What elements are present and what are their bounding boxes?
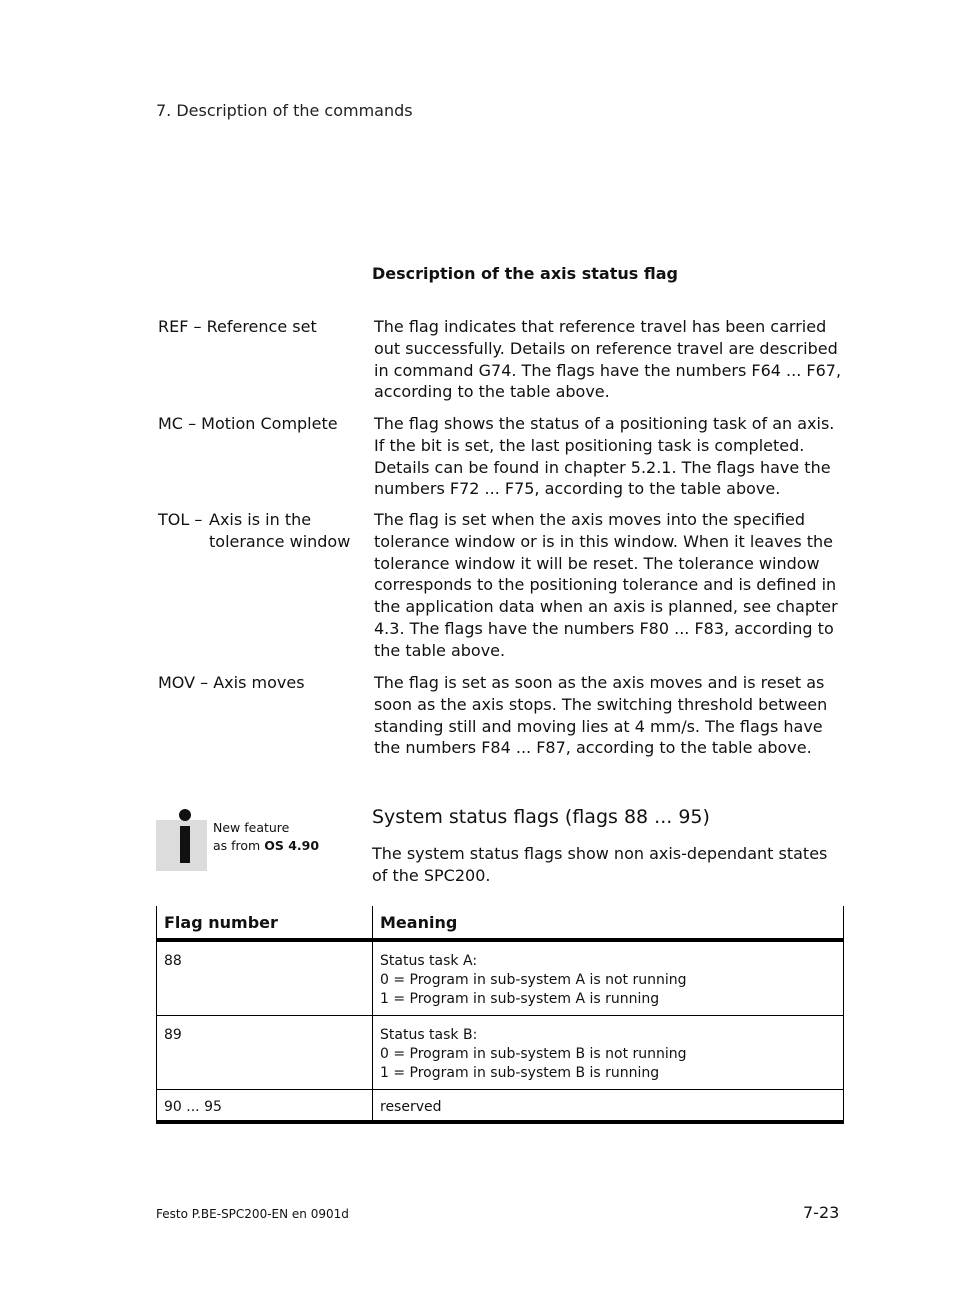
definition-mc: The flag shows the status of a positioning task of an axis. If the bit is set, the last positioning task is completed. Details can be found in chapter 5.2.1. The flags have the numbers F72 ... F75, according to the table above. (374, 414, 835, 499)
system-status-intro: The system status flags show non axis-dependant states of the SPC200. (372, 844, 828, 885)
table-row (157, 1016, 844, 1090)
term-mov: MOV – Axis moves (158, 673, 305, 692)
term-tol (158, 509, 358, 553)
meaning-line: reserved (380, 1099, 442, 1115)
flag-cell: 90 ... 95 (157, 1090, 373, 1123)
table-row (157, 1090, 844, 1123)
table-row (157, 940, 844, 1016)
definition-ref: The flag indicates that reference travel has been carried out successfully. Details on reference travel are described in command G74. The flags have the numbers F64 ... F67, according to the table above. (374, 317, 842, 402)
footer-doc-id: Festo P.BE-SPC200-EN en 0901d (156, 1207, 349, 1221)
term-ref: REF – Reference set (158, 317, 317, 336)
note-version: OS 4.90 (264, 837, 320, 853)
definition-tol: The flag is set when the axis moves into the specified tolerance window or is in this window. When it leaves the tolerance window it will be reset. The tolerance window corresponds to the positioning tolerance and is defined in the application data when an axis is planned, see chapter 4.3. The flags have the numbers F80 ... F83, according to the table above. (374, 510, 838, 660)
term-mc: MC – Motion Complete (158, 414, 338, 433)
meaning-line: Status task B: (380, 1027, 478, 1043)
meaning-line: Status task A: (380, 953, 478, 969)
note-line1: New feature (213, 820, 290, 835)
meaning-cell (373, 1016, 844, 1090)
meaning-cell (373, 1090, 844, 1123)
meaning-line: 1 = Program in sub-system A is running (380, 991, 660, 1007)
term-tol-line2: tolerance window (209, 532, 351, 551)
chapter-header: 7. Description of the commands (156, 101, 413, 120)
section-heading: Description of the axis status flag (372, 264, 678, 283)
meaning-line: 0 = Program in sub-system B is not running (380, 1046, 687, 1062)
meaning-line: 1 = Program in sub-system B is running (380, 1065, 660, 1081)
note-line2-prefix: as from (213, 837, 265, 853)
meaning-cell (373, 940, 844, 1016)
header-meaning: Meaning (373, 906, 844, 940)
note-text (213, 819, 319, 854)
meaning-line: 0 = Program in sub-system A is not running (380, 972, 687, 988)
flags-table (156, 906, 844, 1124)
table-header-row (157, 906, 844, 940)
term-tol-line1: Axis is in the (209, 510, 312, 529)
info-icon (178, 809, 192, 855)
flag-cell: 88 (157, 940, 373, 1016)
system-status-heading: System status flags (flags 88 ... 95) (372, 806, 710, 828)
definition-mov: The flag is set as soon as the axis moves and is reset as soon as the axis stops. The switching threshold between standing still and moving lies at 4 mm/s. The flags have the numbers F84 ... F87, according to the table above. (374, 673, 828, 758)
term-tol-key: TOL – (158, 510, 203, 529)
header-flag-number: Flag number (157, 906, 373, 940)
page-number: 7-23 (803, 1203, 840, 1222)
flag-cell: 89 (157, 1016, 373, 1090)
